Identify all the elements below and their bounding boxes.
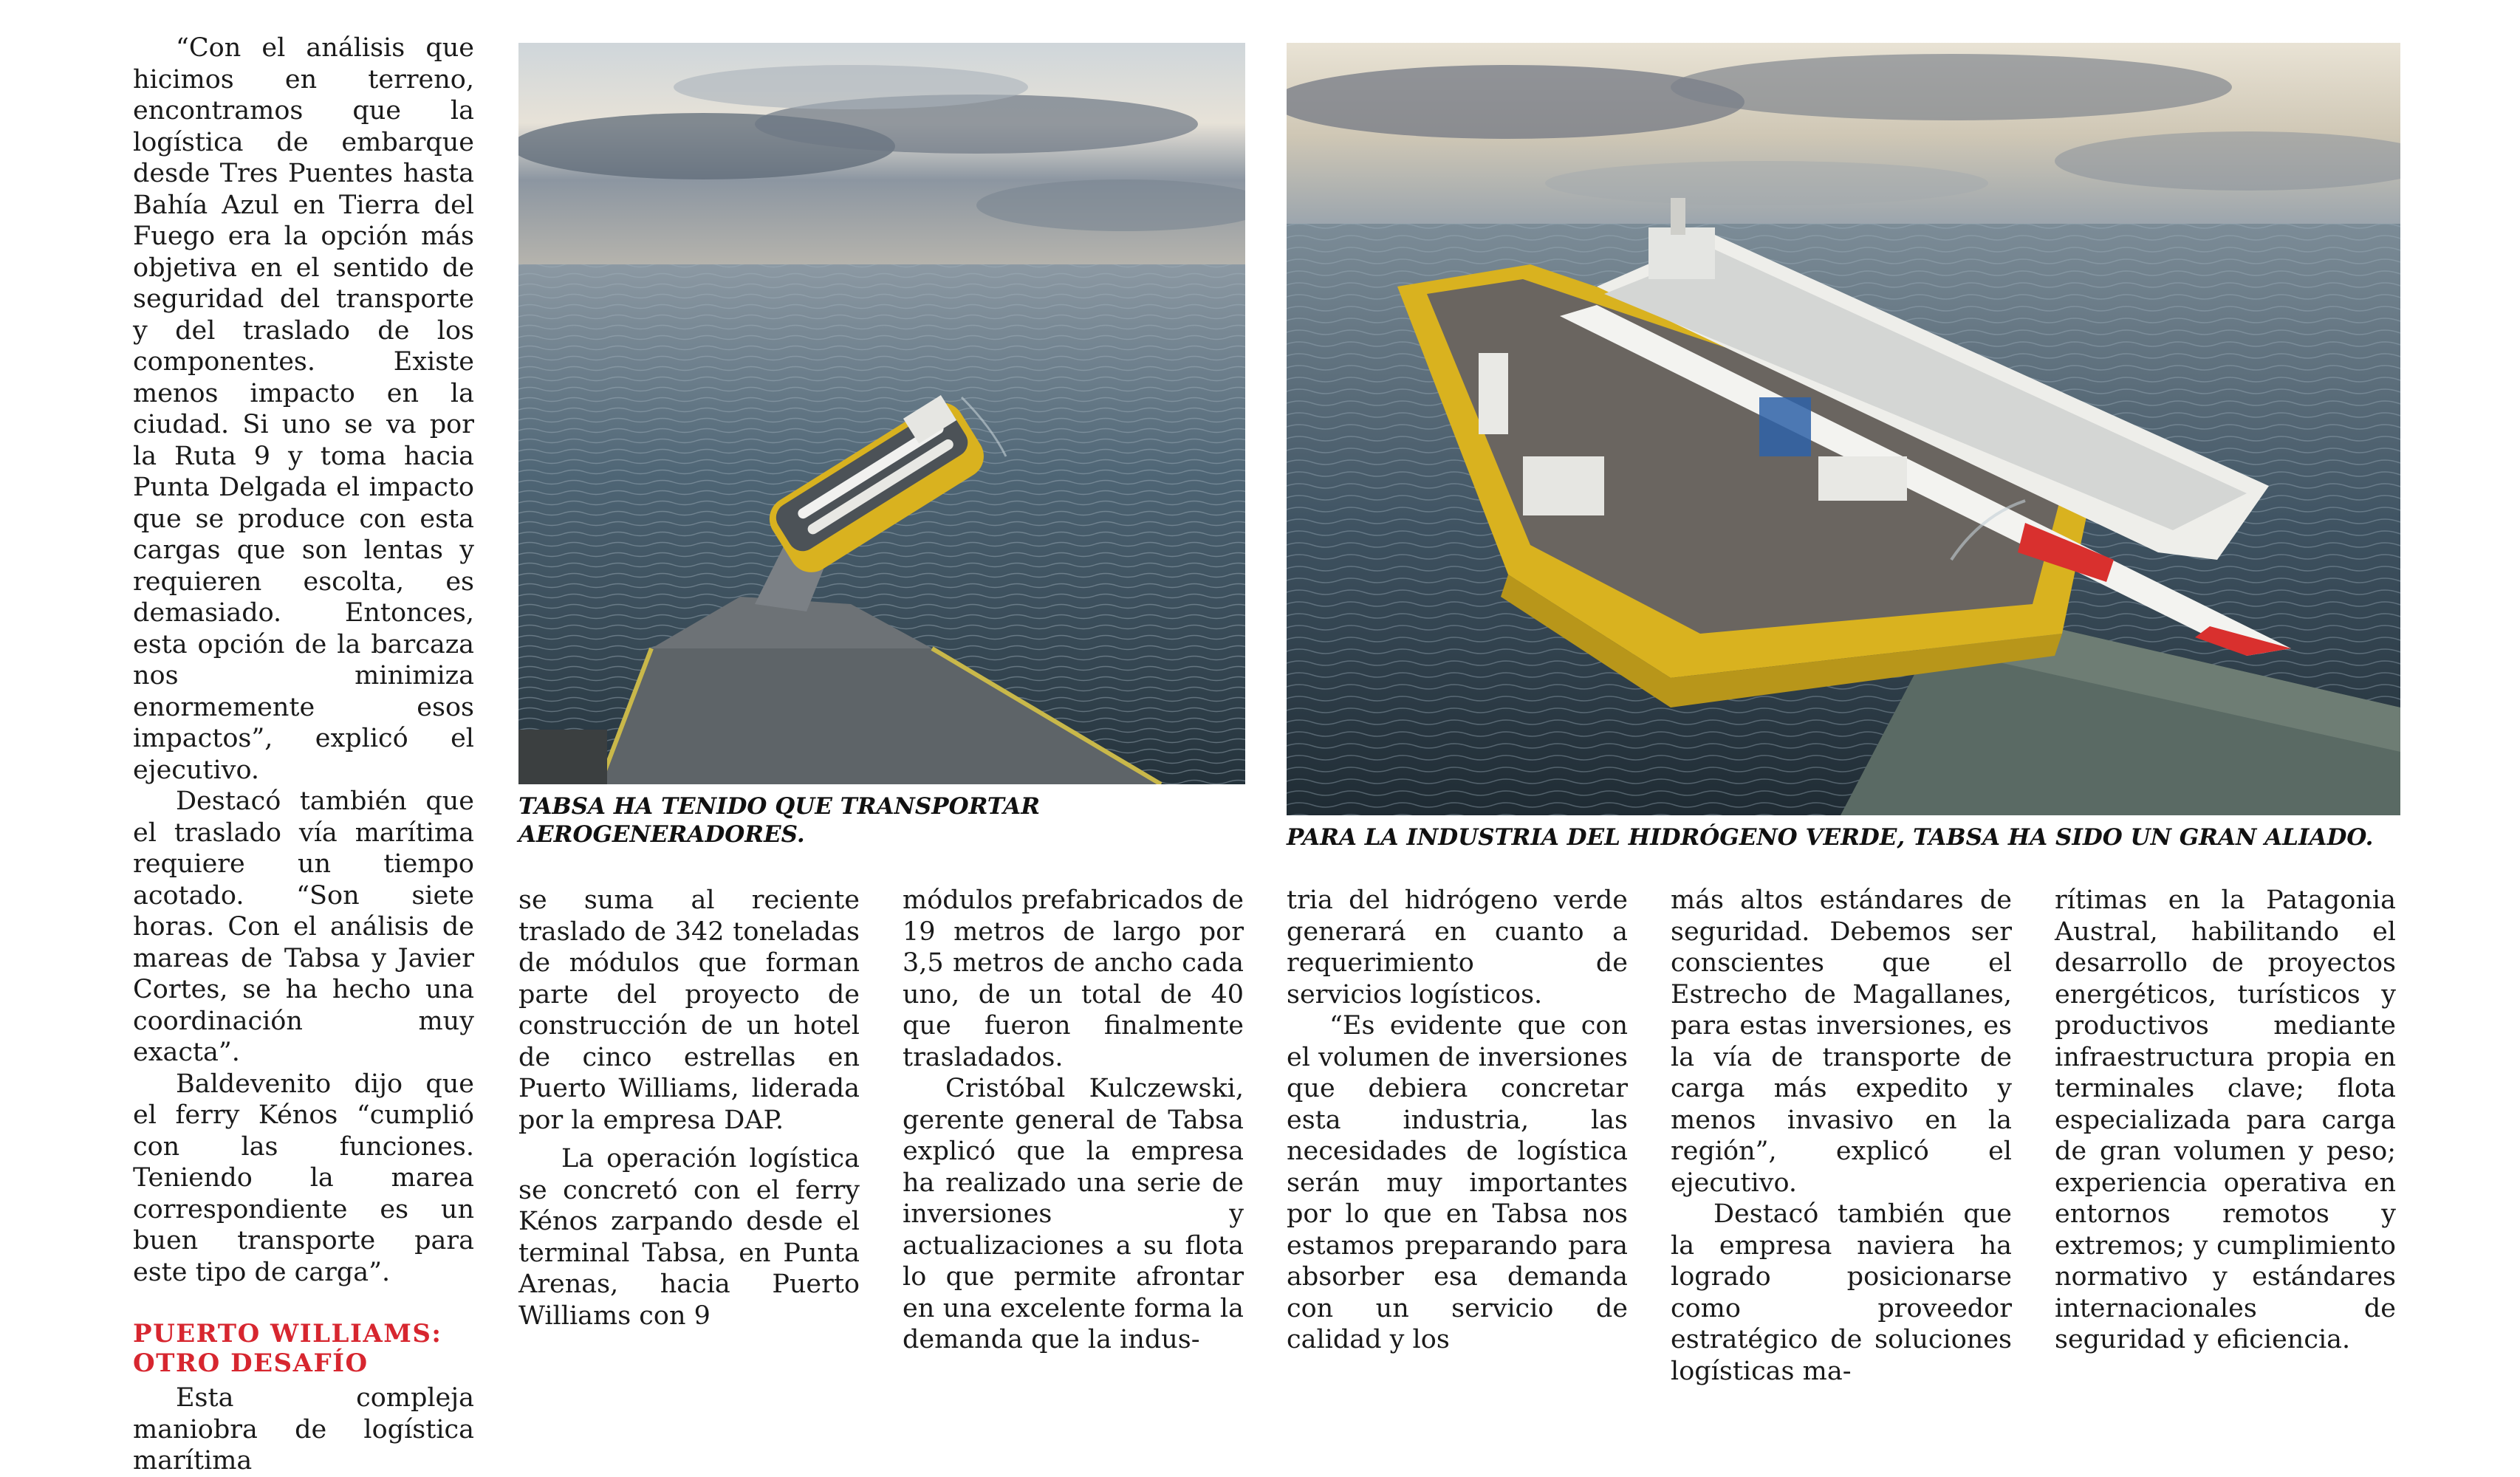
paragraph: módulos prefabricados de 19 metros de largo por 3,5 metros de ancho cada uno, de un total de 40 que fueron finalmente trasladados.: [903, 885, 1244, 1072]
paragraph: rítimas en la Patagonia Austral, habilitando el desarrollo de proyectos energéticos, turísticos y productivos mediante infraestructura propia en terminales clave; flota especializada para carga de gran volumen y peso; experiencia operativa en entornos remotos y extremos; y cumplimiento normativo y estándares internacionales de seguridad y eficiencia.: [2055, 885, 2396, 1354]
caption-line: AEROGENERADORES.: [518, 821, 805, 848]
article-column-6: [2055, 885, 2396, 1356]
photo-caption-1: [518, 792, 1245, 849]
article-column-3: [903, 885, 1244, 1356]
paragraph: más altos estándares de seguridad. Debemos ser conscientes que el Estrecho de Magallanes, para estas inversiones, es la vía de transporte de carga más expedito y menos invasivo en la región”, explicó el ejecutivo.: [1671, 885, 2012, 1198]
paragraph: Cristóbal Kulczewski, gerente general de Tabsa explicó que la empresa ha realizado una serie de inversiones y actualizaciones a su flota lo que permite afrontar en una excelente forma la demanda que la indus-: [903, 1074, 1244, 1354]
paragraph: “Con el análisis que hicimos en terreno, encontramos que la logística de embarque desde Tres Puentes hasta Bahía Azul en Tierra del Fuego era la opción más objetiva en el sentido de seguridad del transporte y del traslado de los componentes. Existe menos impacto en la ciudad. Si uno se va por la Ruta 9 y toma hacia Punta Delgada el impacto que se produce con esta cargas que son lentas y requieren escolta, es demasiado. Entonces, esta opción de la barcaza nos minimiza enormemente esos impactos”, explicó el ejecutivo.: [133, 33, 474, 785]
paragraph: La operación logística se concretó con el ferry Kénos zarpando desde el terminal Tabsa, en Punta Arenas, hacia Puerto Williams con 9: [518, 1144, 860, 1331]
paragraph: Destacó también que el traslado vía marítima requiere un tiempo acotado. “Son siete horas. Con el análisis de mareas de Tabsa y Javier Cortes, se ha hecho una coordinación muy exacta”.: [133, 787, 474, 1067]
paragraph: Esta compleja maniobra de logística marítima: [133, 1383, 474, 1476]
paragraph: tria del hidrógeno verde generará en cuanto a requerimiento de servicios logísticos.: [1287, 885, 1628, 1010]
paragraph: “Es evidente que con el volumen de inversiones que debiera concretar esta industria, las necesidades de logística serán muy importantes por lo que en Tabsa nos estamos preparando para absorber esa demanda con un servicio de calidad y los: [1287, 1011, 1628, 1354]
photo-caption-2: [1287, 823, 2400, 851]
article-column-1: [133, 32, 474, 1477]
paragraph: se suma al reciente traslado de 342 toneladas de módulos que forman parte del proyecto de construcción de un hotel de cinco estrellas en Puerto Williams, liderada por la empresa DAP.: [518, 885, 860, 1135]
paragraph: Destacó también que la empresa naviera ha logrado posicionarse como proveedor estratégico de soluciones logísticas ma-: [1671, 1199, 2012, 1386]
subhead-line: OTRO DESAFÍO: [133, 1349, 369, 1378]
subhead-line: PUERTO WILLIAMS:: [133, 1319, 442, 1349]
article-column-2: [518, 885, 860, 1332]
ferry-docking-photo: [518, 43, 1245, 784]
caption-line: PARA LA INDUSTRIA DEL HIDRÓGENO VERDE, TABSA HA SIDO UN GRAN ALIADO.: [1287, 824, 2374, 851]
article-column-4: [1287, 885, 1628, 1356]
ferry-blade-photo: [1287, 43, 2400, 815]
article-column-5: [1671, 885, 2012, 1387]
caption-line: TABSA HA TENIDO QUE TRANSPORTAR: [518, 793, 1040, 820]
paragraph: Baldevenito dijo que el ferry Kénos “cumplió con las funciones. Teniendo la marea correspondiente es un buen transporte para este tipo de carga”.: [133, 1069, 474, 1287]
section-subhead: [133, 1319, 474, 1378]
